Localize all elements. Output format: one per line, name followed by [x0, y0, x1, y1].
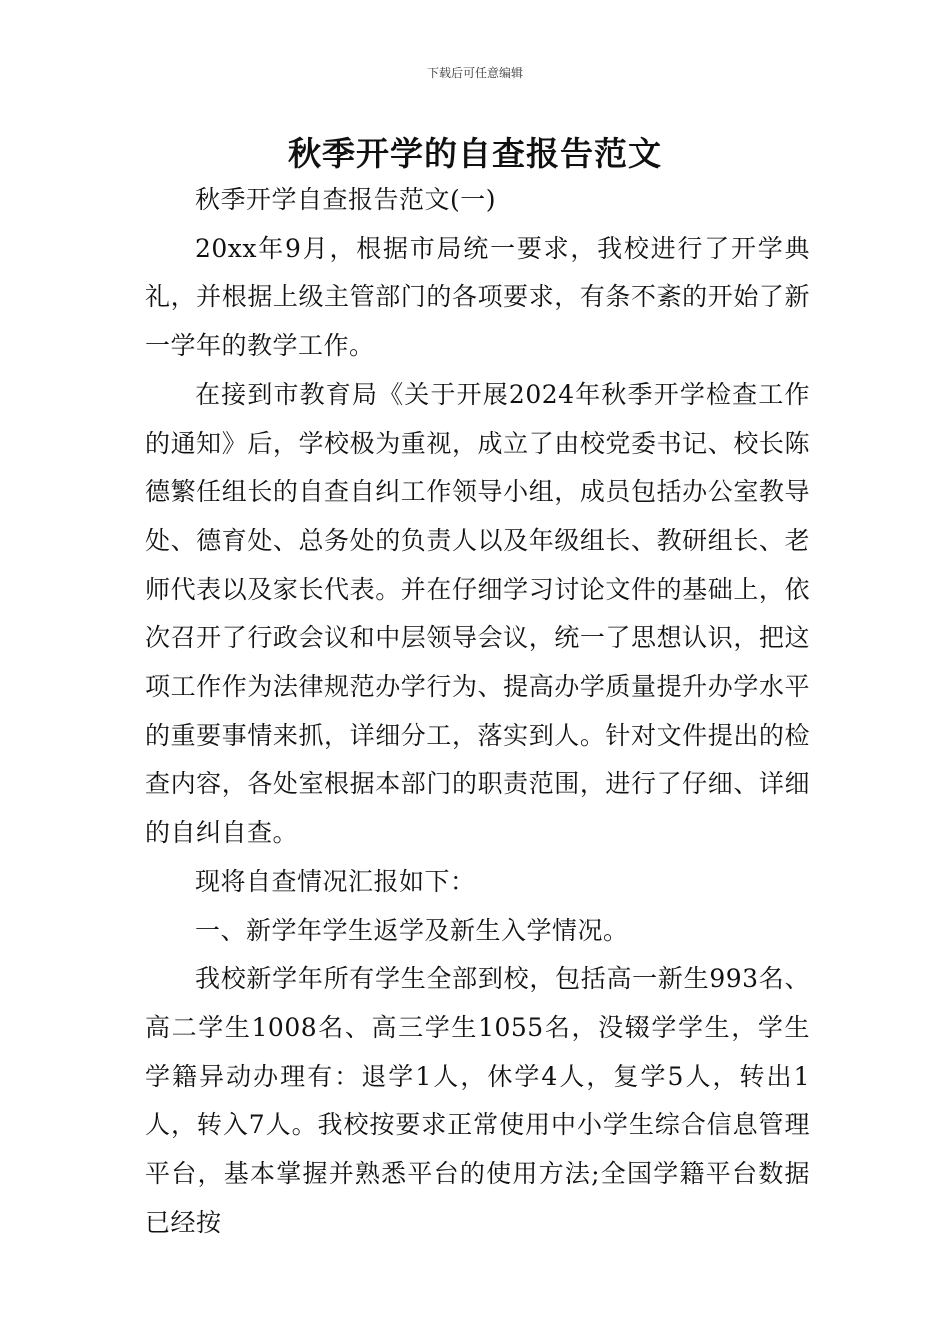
paragraph-students: 我校新学年所有学生全部到校，包括高一新生993名、高二学生1008名、高三学生1055名，没辍学学生，学生学籍异动办理有：退学1人，休学4人，复学5人，转出1人，转入7人。我校按要求正常使用中小学生综合信息管理平台，基本掌握并熟悉平台的使用方法;全国学籍平台数据已经按 — [145, 964, 810, 1237]
paragraph-opening: 20xx年9月，根据市局统一要求，我校进行了开学典礼，并根据上级主管部门的各项要求，有条不紊的开始了新一学年的教学工作。 — [145, 233, 810, 361]
subtitle-paragraph: 秋季开学自查报告范文(一) — [195, 185, 497, 214]
document-body — [145, 176, 810, 1247]
paragraph-report-intro: 现将自查情况汇报如下： — [195, 866, 476, 896]
paragraph-notice: 在接到市教育局《关于开展2024年秋季开学检查工作的通知》后，学校极为重视，成立了由校党委书记、校长陈德繁任组长的自查自纠工作领导小组，成员包括办公室教导处、德育处、总务处的负责人以及年级组长、教研组长、老师代表以及家长代表。并在仔细学习讨论文件的基础上，依次召开了行政会议和中层领导会议，统一了思想认识，把这项工作作为法律规范办学行为、提高办学质量提升办学水平的重要事情来抓，详细分工，落实到人。针对文件提出的检查内容，各处室根据本部门的职责范围，进行了仔细、详细的自纠自查。 — [145, 379, 810, 848]
header-note: 下载后可任意编辑 — [426, 66, 523, 80]
section-heading-1: 一、新学年学生返学及新生入学情况。 — [195, 915, 629, 945]
document-title: 秋季开学的自查报告范文 — [288, 134, 662, 173]
